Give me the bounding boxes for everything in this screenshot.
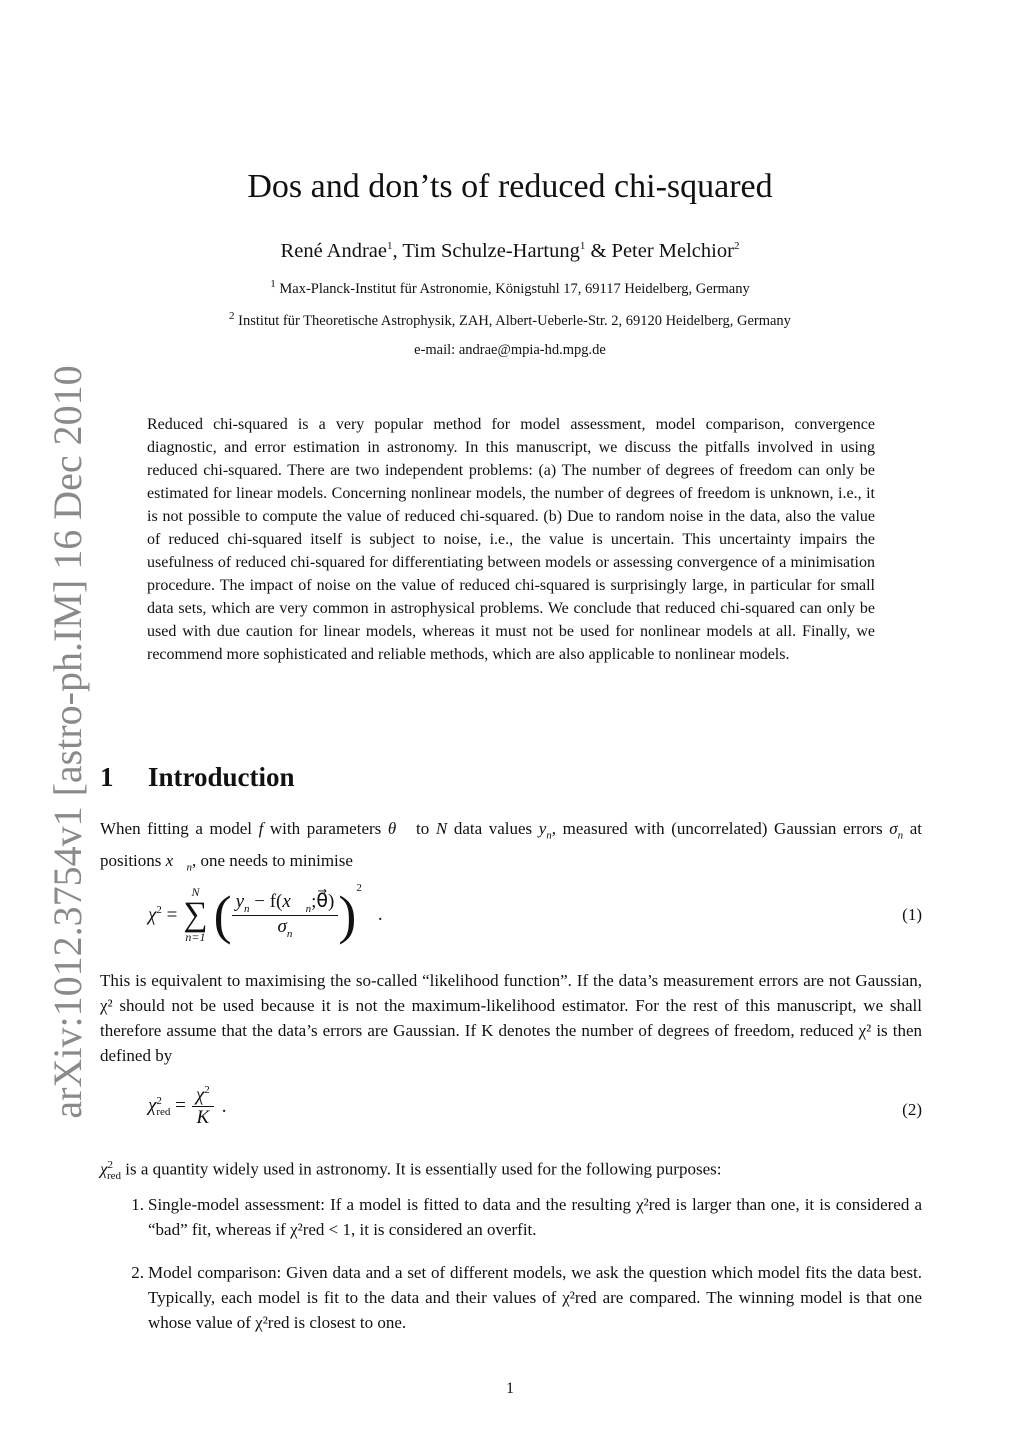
text-run: is a quantity widely used in astronomy. It is essentially used for the following purposes: [121,1159,722,1179]
list-item [122,1260,922,1335]
math-subscript: n [897,829,904,842]
math-superscript: 2 [107,1159,113,1171]
text-run: , measured with (uncorrelated) Gaussian errors [551,819,890,838]
equation-number: (2) [902,1100,922,1119]
author-name: , Tim Schulze-Hartung [392,240,580,262]
list-item-label: 1. [131,1195,144,1214]
author-list [0,240,1020,263]
punctuation: . [221,1095,227,1117]
math-superscript: 2 [204,1084,210,1096]
affiliation-marker: 1 [579,240,586,253]
equation-number: (1) [902,905,922,924]
math-symbol: χ [148,904,157,926]
math-symbol: χ [148,1095,157,1117]
affiliation-2 [0,310,1020,330]
author-name: & Peter Melchior [585,240,734,262]
abstract: Reduced chi-squared is a very popular method for model assessment, model comparison, convergence diagnostic, and error estimation in astronomy. In this manuscript, we discuss the pitfalls involved in using reduced chi-squared. There are two independent problems: (a) The number of degrees of freedom can only be estimated for linear models. Concerning nonlinear models, the number of degrees of freedom is unknown, i.e., it is not possible to compute the value of reduced chi-squared. (b) Due to random noise in the data, also the value of reduced chi-squared itself is subject to noise, i.e., the value is uncertain. This uncertainty impairs the usefulness of reduced chi-squared for differentiating between models or assessing convergence of a minimisation procedure. The impact of noise on the value of reduced chi-squared is surprisingly large, in particular for small data sets, which are very common in astrophysical problems. We conclude that reduced chi-squared can only be used with due caution for linear models, whereas it must not be used for nonlinear models at all. Finally, we recommend more sophisticated and reliable methods, which are also applicable to nonlinear models. [147,416,875,663]
math-symbol: N [435,819,448,838]
affiliation-marker: 1 [387,240,393,253]
list-item-text: Single-model assessment: If a model is fitted to data and the resulting χ²red is larger than one, it is considered a “bad” fit, whereas if χ²red < 1, it is considered an overfit. [148,1195,922,1239]
list-item [122,1192,922,1242]
summation [183,885,207,945]
contact-email: e-mail: andrae@mpia-hd.mpg.de [414,342,606,358]
math-subscript: red [106,1170,122,1183]
fraction [192,1084,214,1129]
math-symbol: χ [195,1084,205,1106]
math-symbol: f [258,819,264,838]
page-number: 1 [506,1380,514,1397]
paragraph-purposes [100,1153,922,1189]
math-subscript: n [286,927,293,940]
math-operator: = [170,1095,186,1117]
math-symbol: x⃗ [282,891,306,913]
math-operator: = [161,904,178,926]
math-subscript: n [186,861,192,874]
math-symbol: θ⃗ [387,819,410,838]
sum-lower-limit: n=1 [185,930,206,944]
affiliation-1 [0,278,1020,298]
math-subscript: red [156,1105,171,1118]
section-title: Introduction [148,762,295,792]
section-number: 1 [100,762,114,792]
affiliation-marker: 2 [733,240,740,253]
text-run: at positions [100,819,922,871]
math-symbol: σ [277,916,287,937]
math-symbol: χ [100,1159,108,1179]
math-symbol: σ [889,819,898,838]
math-subscript: n [244,903,250,915]
affiliation-marker: 2 [229,310,235,322]
sum-upper-limit: N [191,885,200,899]
math-operator: ;θ⃗) [311,891,335,913]
math-superscript: 2 [356,882,362,894]
big-paren-open: ( [213,885,232,945]
affiliation-text: Max-Planck-Institut für Astronomie, Königstuhl 17, 69117 Heidelberg, Germany [279,280,750,297]
list-item-label: 2. [131,1263,144,1282]
math-subscript: n [546,829,552,842]
paragraph-likelihood: This is equivalent to maximising the so-called “likelihood function”. If the data’s measurement errors are not Gaussian, χ² should not be used because it is not the maximum-likelihood estimator. For the rest of this manuscript, we shall therefore assume that the data’s errors are Gaussian. If K denotes the number of degrees of freedom, reduced χ² is then defined by [100,971,922,1065]
equation-1 [148,880,383,950]
math-symbol: y [235,891,244,913]
text-run: with parameters [263,819,388,838]
math-operator: − f( [249,891,283,913]
text-run: When fitting a model [100,819,259,838]
math-superscript: 2 [156,1094,162,1107]
list-item-text: Model comparison: Given data and a set of different models, we ask the question which model fits the data best. Typically, each model is fit to the data and their values of χ²red are compared. The winning model is that one whose value of χ²red is closest to one. [148,1263,922,1332]
section-heading [100,762,295,793]
paper-title: Dos and don’ts of reduced chi-squared [247,168,773,205]
math-subscript: n [305,903,312,915]
equation-2 [148,1084,226,1129]
affiliation-marker: 1 [270,278,276,290]
text-run: to [409,819,436,838]
paragraph-intro [100,816,922,881]
author-name: René Andrae [280,240,387,262]
arxiv-identifier-stamp: arXiv:1012.3754v1 [astro-ph.IM] 16 Dec 2010 [45,365,90,1119]
math-superscript: 2 [156,903,162,916]
sum-sign: ∑ [183,896,208,933]
text-run: data values [447,819,539,838]
affiliation-text: Institut für Theoretische Astrophysik, ZAH, Albert-Ueberle-Str. 2, 69120 Heidelberg, Germany [238,312,791,329]
math-symbol: K [196,1107,210,1129]
punctuation: . [377,904,383,925]
text-run: , one needs to minimise [191,851,353,871]
fraction [232,890,339,940]
math-symbol: x⃗ [165,851,187,871]
math-symbol: y [538,819,547,838]
big-paren-close: ) [338,885,357,945]
